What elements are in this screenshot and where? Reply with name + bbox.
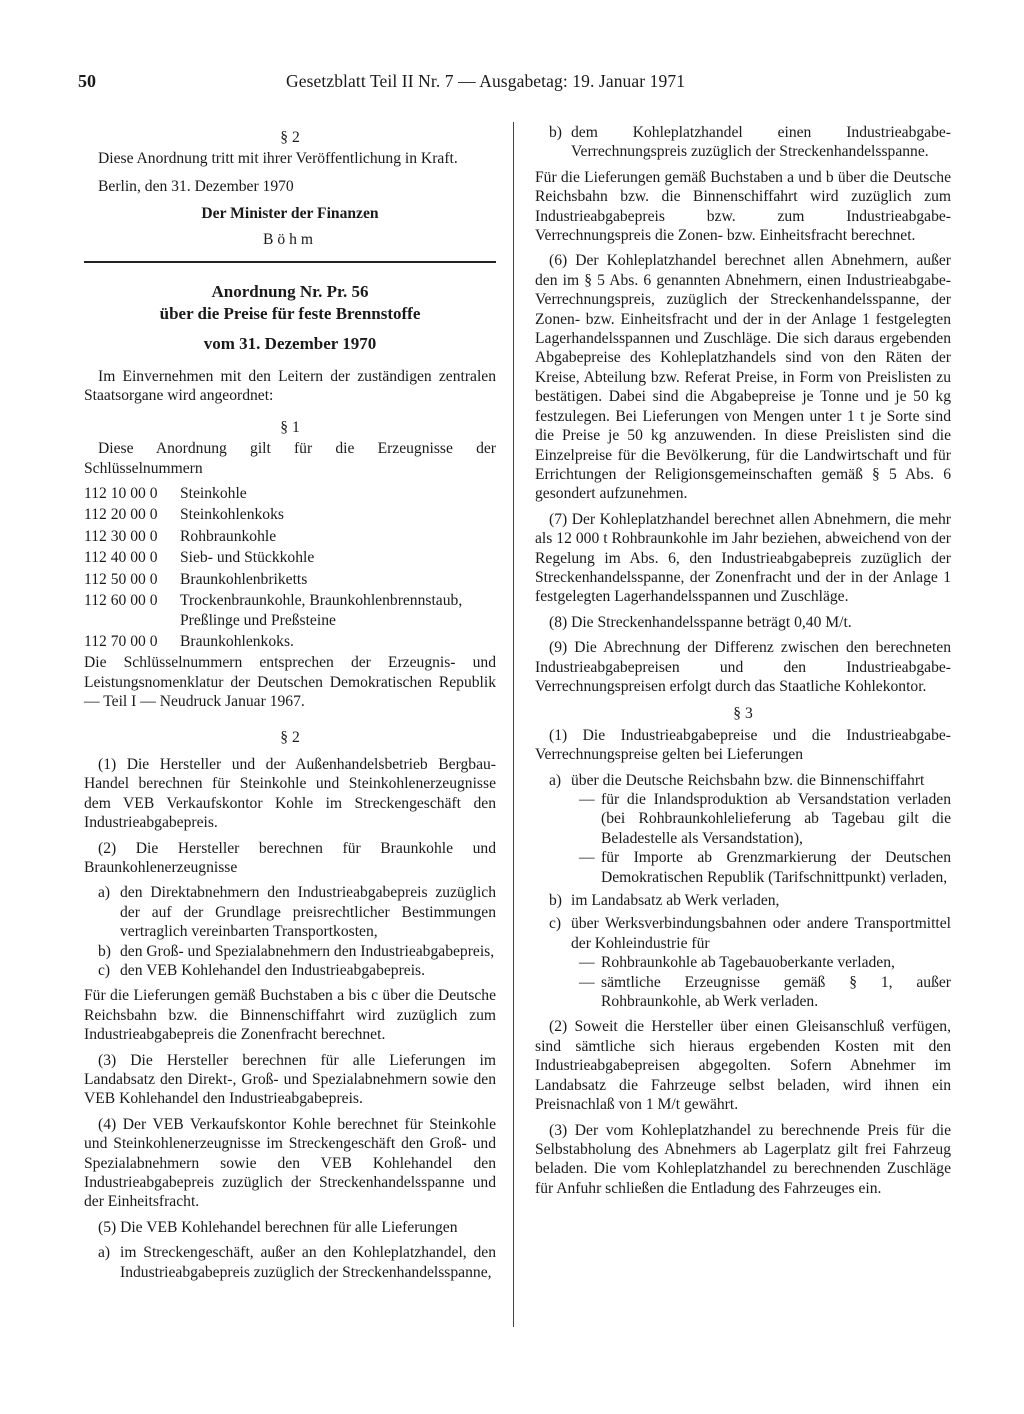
item-text: den VEB Kohlehandel den Industrieabgabepreis. [120,962,425,979]
paragraph: (6) Der Kohleplatzhandel berechnet allen Abnehmern, außer den im § 5 Abs. 6 genannten Abnehmern, einen Industrieabgabe-Verrechnungspreis, zuzüglich der Streckenhandelsspanne, der Zonen- bzw. Einheitsfracht und der in der Anlage 1 festgelegten Lagerhandelsspannen und Zuschläge. Die sich daraus ergebenden Abgabepreise des Kohleplatzhandels sind von den Räten der Kreise, Abteilung bzw. Referat Preise, in Form von Preislisten zu bestätigen. Dabei sind die Abgabepreise je Tonne und je 50 kg festzulegen. Bei Lieferungen von Mengen unter 1 t je Sorte sind die Preise je 50 kg anzuwenden. In diese Preislisten sind die Einzelpreise für die Bevölkerung, für die Landwirtschaft und für Errichtungen der Religionsgemeinschaften gemäß § 5 Abs. 6 gesondert aufzunehmen. [535,252,951,503]
item-text: über die Deutsche Reichsbahn bzw. die Binnenschiffahrt [571,771,925,789]
item-text: Rohbraunkohle ab Tagebauoberkante verladen, [601,954,895,972]
item-text: im Streckengeschäft, außer an den Kohleplatzhandel, den Industrieabgabepreis zuzüglich der Streckenhandelsspanne, [120,1244,496,1281]
key-number: 112 70 00 0 [84,632,158,650]
signature-name: Böhm [262,230,318,248]
item-label: a) [549,771,562,789]
item-label: b) [549,124,562,141]
paragraph: (4) Der VEB Verkaufskontor Kohle berechnet für Steinkohle und Steinkohlenerzeugnisse im Streckengeschäft den Groß- und Spezialabnehmern sowie den VEB Kohlehandel den Industrieabgabepreis zuzüglich der Streckenhandelsspanne und der Einheitsfracht. [84,1115,496,1211]
dash-item [535,973,951,1012]
paragraph: (2) Soweit die Hersteller über einen Gleisanschluß verfügen, sind sämtliche sich hieraus ergebenden Kosten mit den Industrieabgabepreisen abgegolten. Sofern Abnehmer im Landabsatz die Fahrzeuge selbst beladen, wird ihnen ein Preisnachlaß von 1 M/t gewährt. [535,1018,951,1114]
item-label: b) [98,942,111,960]
dash-item [535,790,951,848]
paragraph: (1) Die Industrieabgabepreise und die Industrieabgabe-Verrechnungspreise gelten bei Lieferungen [535,726,951,764]
list-item [84,942,496,961]
item-label: b) [549,892,562,910]
item-text: sämtliche Erzeugnisse gemäß § 1, außer Rohbraunkohle, ab Werk verladen. [601,973,951,1011]
left-column [84,128,496,1282]
dash-item [535,848,951,887]
code-row [84,527,496,546]
paragraph: (7) Der Kohleplatzhandel berechnet allen Abnehmern, die mehr als 12 000 t Rohbraunkohle im Jahr beziehen, abweichend von der Regelung im Abs. 6, den Industrieabgabepreis zuzüglich der Streckenhandelsspanne, der Zonenfracht und der in der Anlage 1 festgelegten Lagerhandelsspannen und Zuschläge. [535,510,951,606]
page-number: 50 [78,71,96,91]
item-text: dem Kohleplatzhandel einen Industrieabgabe-Verrechnungspreis zuzüglich der Streckenhandelsspanne. [571,124,951,161]
item-label: a) [98,884,111,902]
code-row [84,591,496,630]
item-label: c) [549,915,562,933]
product-name: Braunkohlenbriketts [180,570,308,588]
section-heading: § 2 [280,728,300,746]
column-divider [513,122,514,1327]
list-item [535,771,951,790]
item-label: a) [98,1244,111,1262]
product-name: Trockenbraunkohle, Braunkohlenbrennstaub, Preßlinge und Preßsteine [180,592,463,629]
dash-marker: — [579,954,595,972]
section-rule [84,261,496,263]
item-text: im Landabsatz ab Werk verladen, [571,892,780,910]
item-text: den Groß- und Spezialabnehmern den Industrieabgabepreis, [120,942,495,960]
dash-marker: — [579,973,595,991]
section-heading: § 1 [280,418,300,436]
paragraph: (1) Die Hersteller und der Außenhandelsbetrieb Bergbau-Handel berechnen für Steinkohle und Steinkohlenerzeugnisse dem VEB Verkaufskontor Kohle im Streckengeschäft den Industrieabgabepreis. [84,755,496,832]
list-item [84,961,496,980]
paragraph: (9) Die Abrechnung der Differenz zwischen den berechneten Industrieabgabepreisen und den Industrieabgabe-Verrechnungspreisen erfolgt durch das Staatliche Kohlekontor. [535,639,951,695]
paragraph: Diese Anordnung gilt für die Erzeugnisse der Schlüsselnummern [84,440,496,477]
date-line: Berlin, den 31. Dezember 1970 [98,177,294,195]
item-label: c) [98,962,111,979]
ordinance-title-line1: Anordnung Nr. Pr. 56 [211,282,369,302]
paragraph: Die Schlüsselnummern entsprechen der Erzeugnis- und Leistungsnomenklatur der Deutschen Demokratischen Republik — Teil I — Neudruck Januar 1967. [84,654,496,711]
list-item [84,883,496,941]
paragraph: (2) Die Hersteller berechnen für Braunkohle und Braunkohlenerzeugnisse [84,839,496,876]
product-name: Sieb- und Stückkohle [180,549,315,567]
paragraph: Diese Anordnung tritt mit ihrer Veröffentlichung in Kraft. [98,150,458,168]
list-item [84,1243,496,1282]
list-item [535,891,951,910]
key-number: 112 50 00 0 [84,570,158,588]
item-text: für Importe ab Grenzmarkierung der Deutschen Demokratischen Republik (Tarifschnittpunkt) verladen, [601,849,951,886]
dash-item [535,953,951,972]
paragraph: (8) Die Streckenhandelsspanne beträgt 0,40 M/t. [549,613,852,631]
item-text: für die Inlandsproduktion ab Versandstation verladen (bei Rohbraunkohlelieferung ab Tagebau gilt die Beladestelle als Versandstation), [601,791,951,847]
product-name: Braunkohlenkoks. [180,632,294,650]
section-heading: § 2 [280,129,300,146]
dash-marker: — [579,849,595,867]
minister-title: Der Minister der Finanzen [201,205,379,223]
paragraph: (3) Die Hersteller berechnen für alle Lieferungen im Landabsatz den Direkt-, Groß- und Spezialabnehmern sowie den VEB Kohlehandel den Industrieabgabepreis. [84,1051,496,1108]
key-number: 112 20 00 0 [84,506,158,524]
page-header-title: Gesetzblatt Teil II Nr. 7 — Ausgabetag: 19. Januar 1971 [286,71,686,91]
product-name: Steinkohle [180,485,247,503]
code-list [84,484,496,651]
product-name: Steinkohlenkoks [180,506,284,524]
key-number: 112 40 00 0 [84,549,158,567]
paragraph: Für die Lieferungen gemäß Buchstaben a und b über die Deutsche Reichsbahn bzw. die Binnenschiffahrt wird zuzüglich zum Industrieabgabepreis bzw. zum Industrieabgabe-Verrechnungspreis die Zonen- bzw. Einheitsfracht berechnet. [535,168,951,245]
code-row [84,505,496,524]
code-row [84,632,496,651]
item-text: über Werksverbindungsbahnen oder andere Transportmittel der Kohleindustrie für [571,915,951,952]
section-heading: § 3 [733,705,753,723]
list-item [535,123,951,162]
paragraph: (5) Die VEB Kohlehandel berechnen für alle Lieferungen [98,1218,458,1236]
paragraph: Für die Lieferungen gemäß Buchstaben a bis c über die Deutsche Reichsbahn bzw. die Binnenschiffahrt wird zuzüglich zum Industrieabgabepreis die Zonenfracht berechnet. [84,987,496,1044]
list-item [535,914,951,953]
key-number: 112 30 00 0 [84,527,158,545]
code-row [84,484,496,503]
item-text: den Direktabnehmern den Industrieabgabepreis zuzüglich der auf der Grundlage preisrechtlicher Bestimmungen vertraglich vereinbarten Transportkosten, [120,884,496,941]
key-number: 112 60 00 0 [84,592,158,610]
ordinance-title-line2: über die Preise für feste Brennstoffe [159,304,421,324]
code-row [84,570,496,589]
product-name: Rohbraunkohle [180,527,277,545]
key-number: 112 10 00 0 [84,485,158,503]
dash-marker: — [579,791,595,808]
paragraph: (3) Der vom Kohleplatzhandel zu berechnende Preis für die Selbstabholung des Abnehmers ab Lagerplatz gilt frei Fahrzeug beladen. Die vom Kohleplatzhandel zu berechnenden Zuschläge für Anfuhr schließen die Entladung des Fahrzeuges ein. [535,1121,951,1197]
ordinance-date: vom 31. Dezember 1970 [203,334,377,354]
code-row [84,548,496,567]
intro-paragraph: Im Einvernehmen mit den Leitern der zuständigen zentralen Staatsorgane wird angeordnet: [84,368,496,405]
right-column [535,123,951,1204]
